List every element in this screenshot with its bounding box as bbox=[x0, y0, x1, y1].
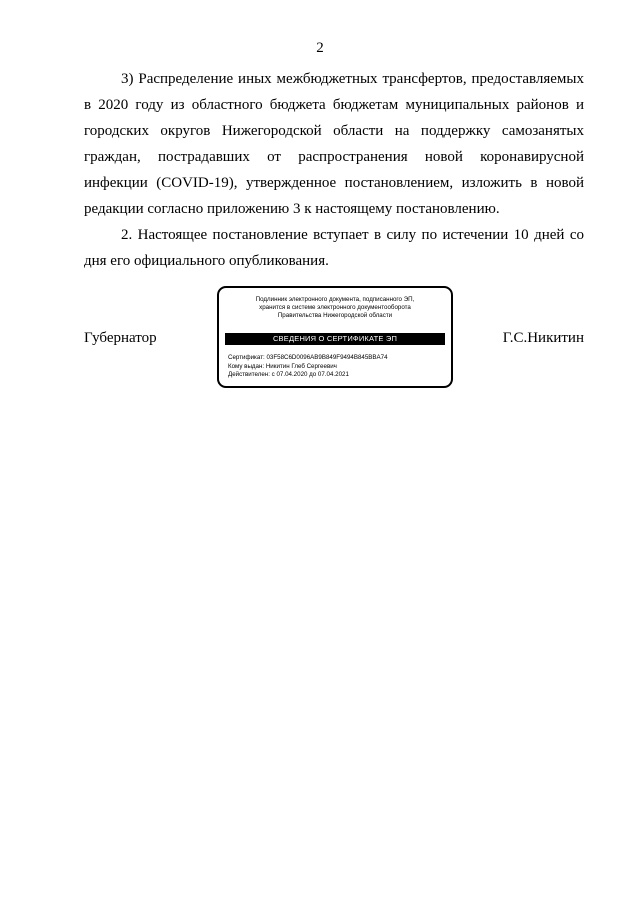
page-number: 2 bbox=[316, 40, 324, 56]
signature-block bbox=[84, 286, 584, 390]
signatory-title: Губернатор bbox=[84, 330, 157, 346]
certificate-number: Сертификат: 03F58C6D0096AB9B849F9494B845BBA74 bbox=[228, 354, 388, 361]
stamp-header bbox=[223, 296, 447, 320]
stamp-header-line: Правительства Нижегородской области bbox=[277, 312, 393, 319]
document-body bbox=[84, 66, 584, 274]
electronic-signature-stamp bbox=[217, 286, 453, 388]
signatory-name: Г.С.Никитин bbox=[502, 330, 584, 346]
paragraph: 2. Настоящее постановление вступает в силу по истечении 10 дней со дня его официального опубликования. bbox=[84, 227, 584, 269]
certificate-validity: Действителен: с 07.04.2020 до 07.04.2021 bbox=[228, 371, 349, 378]
paragraph: 3) Распределение иных межбюджетных трансфертов, предоставляемых в 2020 году из областного бюджета бюджетам муниципальных районов и городских округов Нижегородской области на поддержку самозанятых граждан, пострадавших от распространения новой коронавирусной инфекции (COVID-19), утвержденное постановлением, изложить в новой редакции согласно приложению 3 к настоящему постановлению. bbox=[84, 71, 584, 217]
stamp-header-line: Подлинник электронного документа, подписанного ЭП, bbox=[255, 296, 415, 303]
certificate-owner: Кому выдан: Никитин Глеб Сергеевич bbox=[228, 362, 337, 370]
stamp-certificate-banner: СВЕДЕНИЯ О СЕРТИФИКАТЕ ЭП bbox=[225, 333, 445, 345]
stamp-details bbox=[228, 354, 445, 380]
stamp-header-line: хранится в системе электронного документооборота bbox=[259, 304, 411, 311]
